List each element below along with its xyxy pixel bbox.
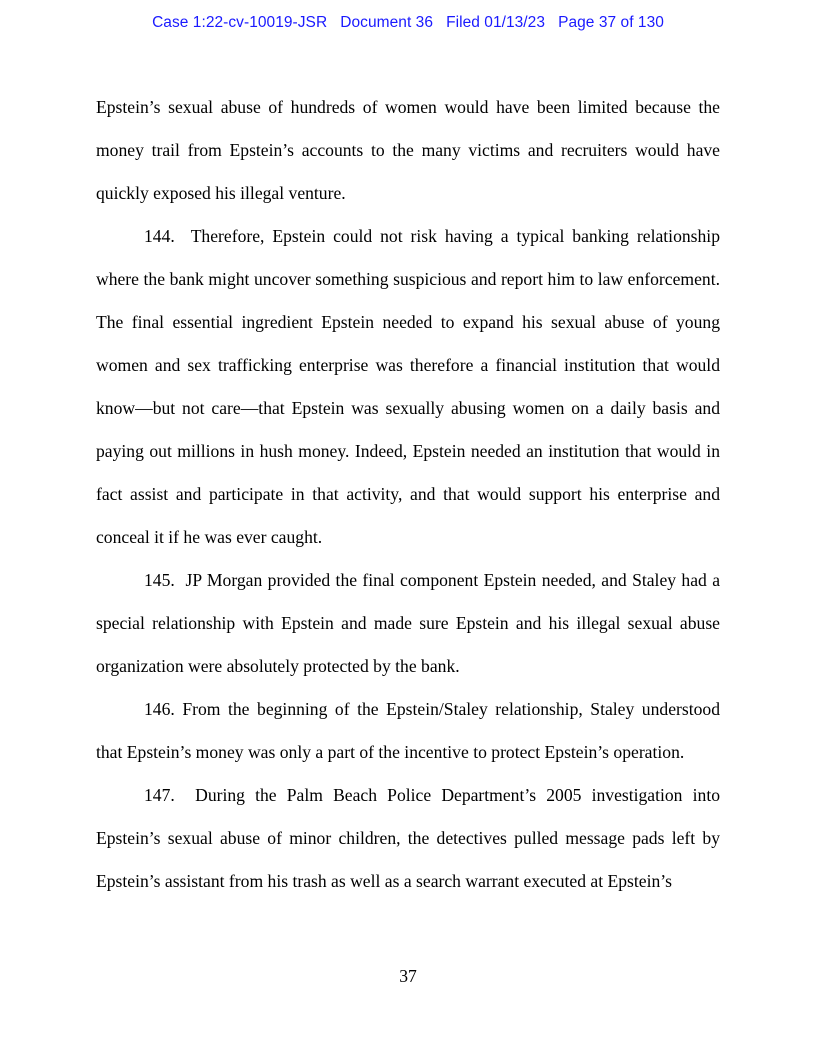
paragraph-text: JP Morgan provided the final component Epstein needed, and Staley had a special relationship with Epstein and made sure Epstein and his illegal sexual abuse organization were absolutely protected by the bank. bbox=[96, 570, 721, 676]
paragraph-146 bbox=[96, 688, 720, 774]
paragraph-continuation bbox=[96, 86, 720, 215]
paragraph-number: 146. bbox=[144, 699, 175, 719]
paragraph-number: 147. bbox=[144, 785, 175, 805]
page-number: 37 bbox=[399, 966, 417, 986]
paragraph-text: Epstein’s sexual abuse of hundreds of women would have been limited because the money trail from Epstein’s accounts to the many victims and recruiters would have quickly exposed his illegal venture. bbox=[96, 97, 720, 203]
paragraph-text: From the beginning of the Epstein/Staley relationship, Staley understood that Epstein’s money was only a part of the incentive to protect Epstein’s operation. bbox=[96, 699, 720, 762]
paragraph-text: Therefore, Epstein could not risk having a typical banking relationship where the bank might uncover something suspicious and report him to law enforcement. The final essential ingredient Epstein needed to expand his sexual abuse of young women and sex trafficking enterprise was therefore a financial institution that would know—but not care—that Epstein was sexually abusing women on a daily basis and paying out millions in hush money. Indeed, Epstein needed an institution that would in fact assist and participate in that activity, and that would support his enterprise and conceal it if he was ever caught. bbox=[96, 226, 720, 547]
paragraph-number: 144. bbox=[144, 226, 175, 246]
paragraph-145 bbox=[96, 559, 720, 688]
paragraph-144 bbox=[96, 215, 720, 559]
case-header: Case 1:22-cv-10019-JSR Document 36 Filed 01/13/23 Page 37 of 130 bbox=[152, 14, 664, 31]
paragraph-number: 145. bbox=[144, 570, 175, 590]
document-body bbox=[96, 86, 720, 903]
paragraph-147 bbox=[96, 774, 720, 903]
paragraph-text: During the Palm Beach Police Department’s 2005 investigation into Epstein’s sexual abuse of minor children, the detectives pulled message pads left by Epstein’s assistant from his trash as well as a search warrant executed at Epstein’s bbox=[96, 785, 721, 891]
